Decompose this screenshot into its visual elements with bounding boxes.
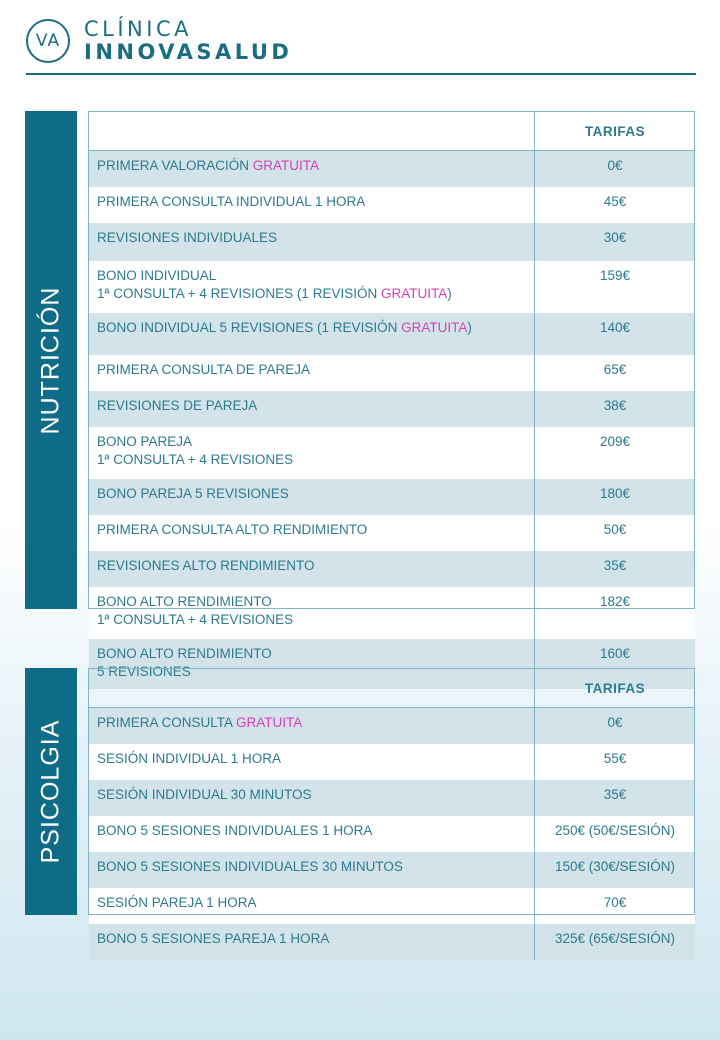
table-row	[89, 924, 695, 960]
service-text: BONO PAREJA 5 REVISIONES	[97, 486, 289, 501]
nutricion-price-table	[89, 112, 695, 689]
service-name	[89, 744, 535, 780]
service-name	[89, 261, 535, 313]
service-price: 209€	[535, 427, 696, 479]
service-name	[89, 816, 535, 852]
service-text: SESIÓN PAREJA 1 HORA	[97, 895, 257, 910]
service-name	[89, 852, 535, 888]
service-text: PRIMERA CONSULTA DE PAREJA	[97, 362, 311, 377]
service-name	[89, 187, 535, 223]
free-highlight: GRATUITA	[380, 286, 448, 301]
nutricion-header-blank	[89, 112, 535, 151]
psicologia-price-table	[89, 669, 695, 960]
service-text-line2: 1ª CONSULTA + 4 REVISIONES	[97, 612, 294, 627]
table-row	[89, 261, 695, 313]
service-name	[89, 780, 535, 816]
service-name	[89, 888, 535, 924]
nutricion-table-header	[89, 112, 695, 151]
table-row	[89, 551, 695, 587]
service-price: 35€	[535, 551, 696, 587]
service-name	[89, 313, 535, 355]
psicologia-band	[25, 668, 77, 915]
service-text: REVISIONES DE PAREJA	[97, 398, 258, 413]
service-text-line2-end: )	[447, 286, 452, 301]
service-price: 50€	[535, 515, 696, 551]
table-row	[89, 816, 695, 852]
service-text: BONO ALTO RENDIMIENTO	[97, 594, 272, 609]
table-row	[89, 187, 695, 223]
nutricion-label: NUTRICIÓN	[36, 286, 65, 434]
service-price: 159€	[535, 261, 696, 313]
table-row	[89, 587, 695, 639]
service-text: BONO PAREJA	[97, 434, 193, 449]
clinic-logo	[26, 16, 292, 66]
service-name	[89, 427, 535, 479]
service-price: 70€	[535, 888, 696, 924]
logo-mark: VA	[26, 19, 70, 63]
psicologia-table-header	[89, 669, 695, 708]
service-name	[89, 924, 535, 960]
table-row	[89, 708, 695, 745]
service-name	[89, 479, 535, 515]
nutricion-band	[25, 111, 77, 609]
service-text: BONO 5 SESIONES INDIVIDUALES 30 MINUTOS	[97, 859, 403, 874]
psicologia-header-tarifas: TARIFAS	[535, 669, 696, 708]
table-row	[89, 355, 695, 391]
service-text: SESIÓN INDIVIDUAL 1 HORA	[97, 751, 282, 766]
service-price: 182€	[535, 587, 696, 639]
header-divider	[26, 73, 696, 75]
nutricion-header-tarifas: TARIFAS	[535, 112, 696, 151]
service-name	[89, 391, 535, 427]
service-text: BONO INDIVIDUAL 5 REVISIONES (1 REVISIÓN	[97, 320, 402, 335]
service-text: SESIÓN INDIVIDUAL 30 MINUTOS	[97, 787, 312, 802]
service-text-line2: 1ª CONSULTA + 4 REVISIONES (1 REVISIÓN	[97, 286, 381, 301]
free-highlight: GRATUITA	[236, 715, 303, 730]
service-price: 45€	[535, 187, 696, 223]
service-name	[89, 515, 535, 551]
table-row	[89, 391, 695, 427]
logo-line-2: INNOVASALUD	[84, 40, 293, 64]
service-text-line2: 1ª CONSULTA + 4 REVISIONES	[97, 452, 294, 467]
service-name	[89, 223, 535, 261]
free-highlight: GRATUITA	[252, 158, 320, 173]
table-row	[89, 427, 695, 479]
service-price: 0€	[535, 151, 696, 188]
service-name	[89, 151, 535, 188]
table-row	[89, 888, 695, 924]
service-text: PRIMERA VALORACIÓN	[97, 158, 253, 173]
service-text: BONO 5 SESIONES PAREJA 1 HORA	[97, 931, 330, 946]
table-row	[89, 780, 695, 816]
logo-line-1: CLÍNICA	[84, 17, 192, 41]
service-text-line2: 5 REVISIONES	[97, 664, 191, 679]
table-row	[89, 313, 695, 355]
service-price: 180€	[535, 479, 696, 515]
service-text: BONO INDIVIDUAL	[97, 268, 217, 283]
service-text: REVISIONES ALTO RENDIMIENTO	[97, 558, 315, 573]
table-row	[89, 852, 695, 888]
service-price: 150€ (30€/SESIÓN)	[535, 852, 696, 888]
table-row	[89, 151, 695, 188]
service-name	[89, 551, 535, 587]
table-row	[89, 479, 695, 515]
service-name	[89, 708, 535, 745]
service-price: 55€	[535, 744, 696, 780]
service-price: 38€	[535, 391, 696, 427]
free-highlight: GRATUITA	[401, 320, 468, 335]
service-price: 250€ (50€/SESIÓN)	[535, 816, 696, 852]
service-price: 35€	[535, 780, 696, 816]
psicologia-header-blank	[89, 669, 535, 708]
service-text: PRIMERA CONSULTA ALTO RENDIMIENTO	[97, 522, 368, 537]
service-text: REVISIONES INDIVIDUALES	[97, 230, 278, 245]
service-price: 30€	[535, 223, 696, 261]
service-name	[89, 355, 535, 391]
table-row	[89, 223, 695, 261]
service-price: 65€	[535, 355, 696, 391]
service-text: BONO ALTO RENDIMIENTO	[97, 646, 272, 661]
service-text: PRIMERA CONSULTA	[97, 715, 237, 730]
table-row	[89, 515, 695, 551]
service-price: 325€ (65€/SESIÓN)	[535, 924, 696, 960]
service-name	[89, 587, 535, 639]
service-price: 0€	[535, 708, 696, 745]
service-text: BONO 5 SESIONES INDIVIDUALES 1 HORA	[97, 823, 373, 838]
service-price: 160€	[535, 639, 696, 689]
service-text: PRIMERA CONSULTA INDIVIDUAL 1 HORA	[97, 194, 366, 209]
service-price: 140€	[535, 313, 696, 355]
psicologia-label: PSICOLGIA	[36, 719, 65, 864]
table-row	[89, 744, 695, 780]
service-text-tail: )	[467, 320, 472, 335]
